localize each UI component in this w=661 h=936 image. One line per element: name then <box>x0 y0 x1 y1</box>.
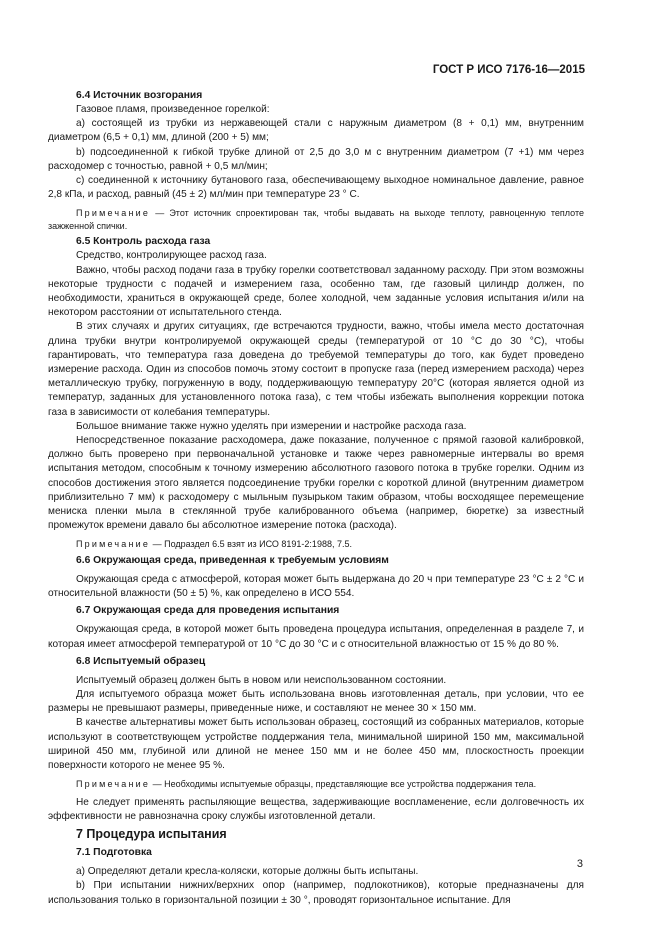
paragraph: В качестве альтернативы может быть использован образец, состоящий из собранных материалов, которые используют в соответствующем устройстве поддержания тела, минимальной шириной 150 мм, максимальной шириной 450 мм, глубиной или длиной не менее 150 мм и не более 450 мм, плоскостность проекции поверхности которого не менее 95 %. <box>48 717 584 772</box>
section-6-7-title: 6.7 Окружающая среда для проведения испытания <box>76 605 340 617</box>
section-7-title: 7 Процедура испытания <box>76 827 227 842</box>
page-number: 3 <box>576 858 583 870</box>
paragraph: Большое внимание также нужно уделять при измерении и настройке расхода газа. <box>76 420 467 432</box>
list-item-b: b) подсоединенной к гибкой трубке длиной от 2,5 до 3,0 м с внутренним диаметром (7 +1) мм через расходомер с точностью, равной + 0,5 мл/мин; <box>48 146 584 172</box>
paragraph: Испытуемый образец должен быть в новом или неиспользованном состоянии. <box>76 674 447 686</box>
note-label: Примечание <box>76 208 151 219</box>
list-item-c: c) соединенной к источнику бутанового газа, обеспечивающему выходное номинальное давление, равное 2,8 кПа, и расход, равный (45 ± 2) мл/мин при температуре 23 ° С. <box>48 175 584 201</box>
paragraph: Непосредственное показание расходомера, даже показание, полученное с прямой газовой калибровкой, должно быть проверено при первоначальной установке и также через равномерные интервалы во время испытания методом, способным к точному измерению абсолютного газового потока в трубке горелки. Одним из способов достижения этого является подсоединение трубки горелки с короткой длиной (внутренним диаметром приблизительно 7 мм) к расходомеру с мыльным пузырьком таким образом, чтобы восходящее перемещение мениска пленки мыла в стеклянной трубе калиброванного объема (например, бюретке) за известный промежуток времени давало бы абсолютное измерение потока (расхода). <box>48 435 584 532</box>
note <box>48 778 584 791</box>
section-6-4-title: 6.4 Источник возгорания <box>76 90 203 101</box>
paragraph: Не следует применять распыляющие вещества, задерживающие воспламенение, если долговечность их эффективности не равнозначна сроку службы изготовленной детали. <box>48 796 584 822</box>
note <box>48 538 584 551</box>
note-text: — Этот источник спроектирован так, чтобы выдавать на выходе теплоту, равноценную теплоте зажженной спички. <box>48 208 584 231</box>
section-6-8-title: 6.8 Испытуемый образец <box>76 655 206 667</box>
section-6-6-title: 6.6 Окружающая среда, приведенная к требуемым условиям <box>76 554 389 566</box>
paragraph: Важно, чтобы расход подачи газа в трубку горелки соответствовал заданному расходу. При этом возможны некоторые трудности с подачей и измерением газа, особенно там, где газовый цилиндр должен, по необходимости, храниться в окружающей среде, более холодной, чем заданные условия испытания и/или на некотором расстоянии от испытательного стенда. <box>48 264 584 319</box>
standard-header: ГОСТ Р ИСО 7176-16—2015 <box>432 64 585 76</box>
list-item-b: b) При испытании нижних/верхних опор (например, подлокотников), которые предназначены для использования только в горизонтальной позиции ± 30 °, проводят горизонтальное испытание. Для <box>48 880 584 906</box>
paragraph: Окружающая среда с атмосферой, которая может быть выдержана до 20 ч при температуре 23 °С ± 2 °С и относительной влажности (50 ± 5) %, как определено в ИСО 554. <box>48 573 584 600</box>
note-label: Примечание <box>76 779 151 790</box>
paragraph: Окружающая среда, в которой может быть проведена процедура испытания, определенная в разделе 7, и которая имеет атмосферой температурой от 10 °С до 30 °С и с относительной влажностью от 15 % до 80 %. <box>48 624 584 650</box>
note-text: — Подраздел 6.5 взят из ИСО 8191-2:1988, 7.5. <box>150 539 352 550</box>
paragraph: Средство, контролирующее расход газа. <box>76 250 267 262</box>
paragraph: Газовое пламя, произведенное горелкой: <box>76 104 270 115</box>
list-item-a: a) состоящей из трубки из нержавеющей стали с наружным диаметром (8 + 0,1) мм, внутренним диаметром (6,5 + 0,1) мм, длиной (200 + 5) мм; <box>48 118 584 144</box>
paragraph: В этих случаях и других ситуациях, где встречаются трудности, важно, чтобы имела место достаточная длина трубки внутри контролируемой окружающей среды (температурой от 10 °С до 30 °С), чтобы гарантировать, что температура газа доведена до требуемой температуры до того, как будет проведено измерение расхода. Один из способов помочь этому состоит в пропуске газа (перед измерением расхода) через металлическую трубку, погруженную в воду, поддерживающую температуру 20°С (которая является одной из температур, заданных для установленного потока газа), с тем чтобы избежать выполнения коррекции потока газа в зависимости от колебания температуры. <box>48 321 584 418</box>
paragraph: Для испытуемого образца может быть использована вновь изготовленная деталь, при условии, что ее размеры не превышают размеры, приведенные ниже, и составляют не менее 30 × 150 мм. <box>48 689 584 715</box>
note-text: — Необходимы испытуемые образцы, представляющие все устройства поддержания тела. <box>150 779 537 790</box>
section-7-1-title: 7.1 Подготовка <box>76 847 152 859</box>
note-label: Примечание <box>76 539 151 550</box>
page-content <box>48 86 584 908</box>
list-item-a: a) Определяют детали кресла-коляски, которые должны быть испытаны. <box>76 866 419 878</box>
note <box>48 207 584 232</box>
section-6-5-title: 6.5 Контроль расхода газа <box>76 236 211 248</box>
